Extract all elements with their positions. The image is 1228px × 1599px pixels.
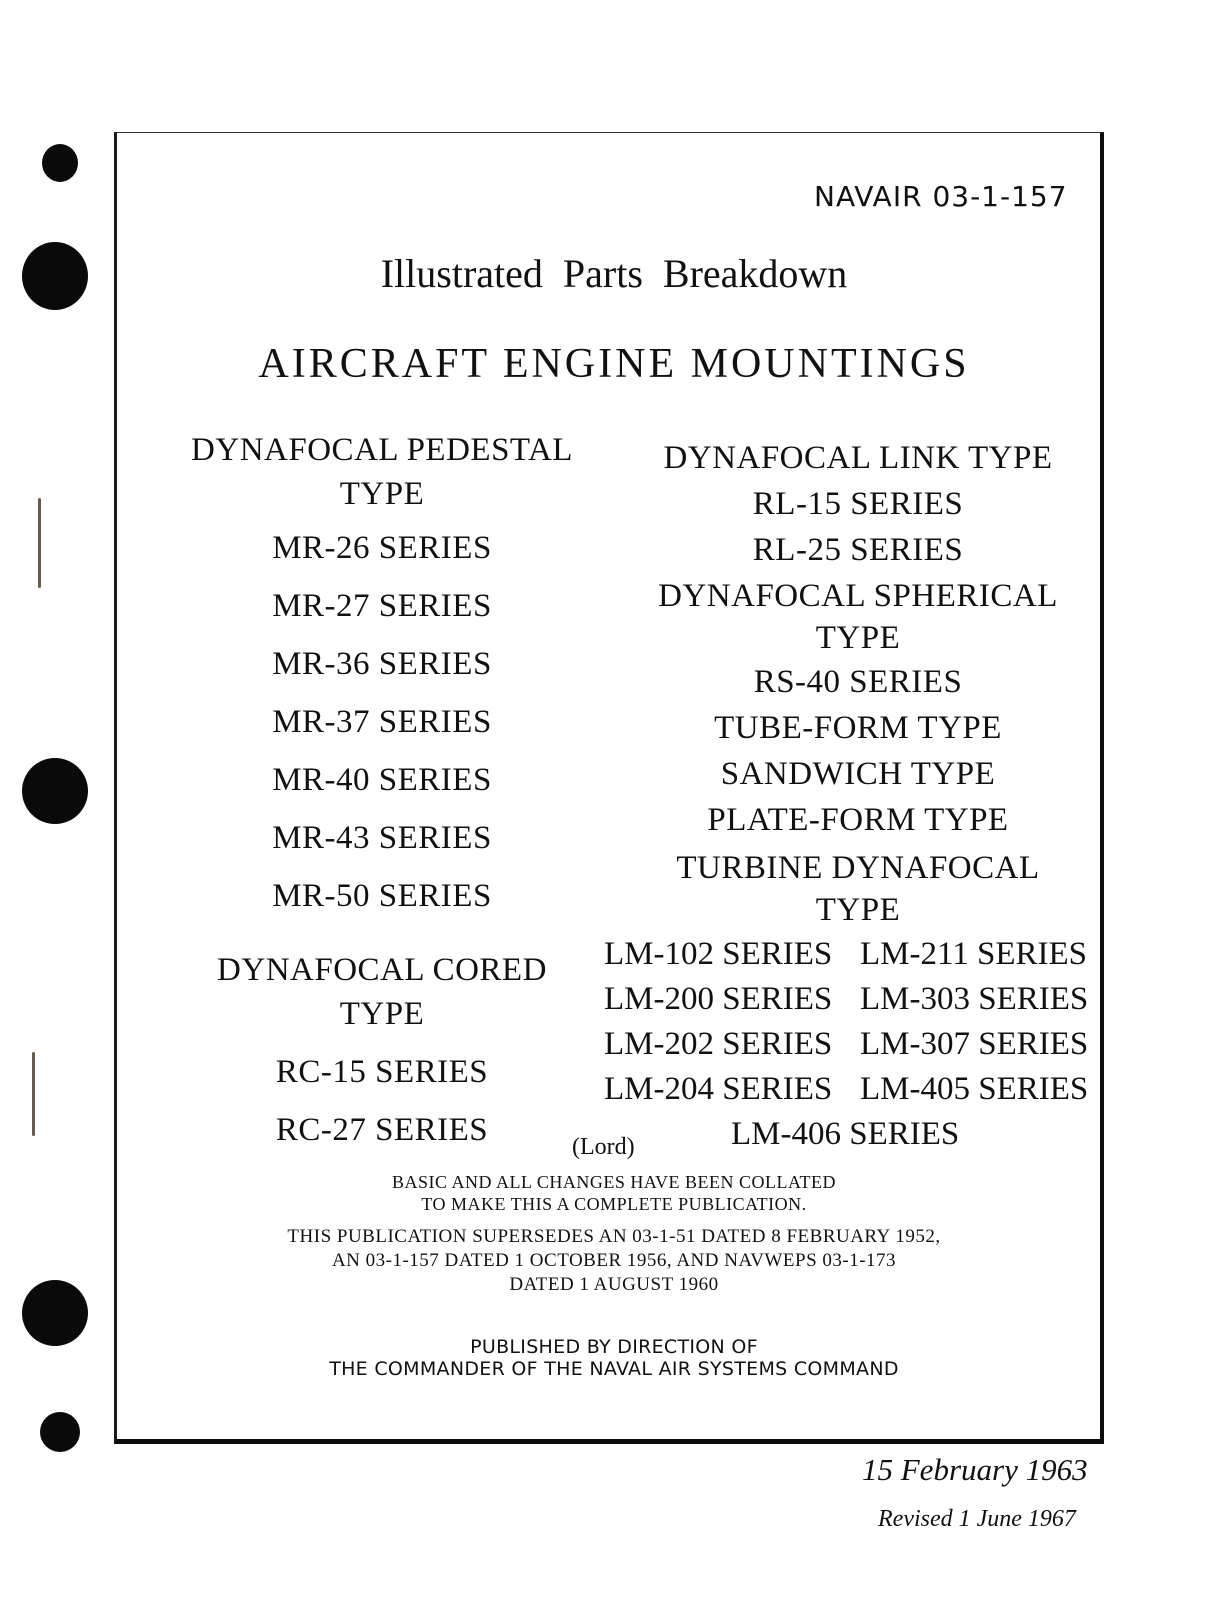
list-item: MR-26 SERIES <box>272 530 492 566</box>
lm-series-item: LM-303 SERIES <box>860 981 1089 1017</box>
list-heading: TYPE <box>815 620 901 656</box>
binder-hole <box>22 758 88 824</box>
lm-series-item: LM-211 SERIES <box>860 936 1088 972</box>
binder-hole <box>40 1412 80 1452</box>
binder-hole <box>42 144 78 182</box>
issue-date: 15 February 1963 <box>862 1452 1088 1487</box>
list-item: TUBE-FORM TYPE <box>714 710 1002 746</box>
lm-series-item: LM-202 SERIES <box>604 1026 833 1062</box>
list-heading: TYPE <box>339 476 425 512</box>
list-heading: TURBINE DYNAFOCAL <box>676 850 1040 886</box>
list-item: SANDWICH TYPE <box>720 756 996 792</box>
supersedes-note-line: DATED 1 AUGUST 1960 <box>509 1274 719 1295</box>
lm-series-item: LM-102 SERIES <box>604 936 833 972</box>
collated-note-line: BASIC AND ALL CHANGES HAVE BEEN COLLATED <box>391 1172 836 1192</box>
list-item: PLATE-FORM TYPE <box>707 802 1009 838</box>
list-item: MR-37 SERIES <box>272 704 492 740</box>
revision-date: Revised 1 June 1967 <box>878 1506 1076 1532</box>
list-item: RC-27 SERIES <box>275 1112 489 1148</box>
list-item: RS-40 SERIES <box>753 664 963 700</box>
lm-series-item: LM-204 SERIES <box>604 1071 833 1107</box>
page-title: AIRCRAFT ENGINE MOUNTINGS <box>258 341 970 387</box>
manufacturer: (Lord) <box>572 1134 635 1160</box>
list-item: MR-40 SERIES <box>272 762 492 798</box>
margin-mark <box>32 1052 35 1136</box>
list-item: MR-27 SERIES <box>272 588 492 624</box>
lm-series-item: LM-200 SERIES <box>604 981 833 1017</box>
supersedes-note-line: THIS PUBLICATION SUPERSEDES AN 03-1-51 DATED 8 FEBRUARY 1952, <box>287 1226 941 1247</box>
list-item: RL-25 SERIES <box>752 532 964 568</box>
subtitle: Illustrated Parts Breakdown <box>380 251 848 296</box>
published-by-line: PUBLISHED BY DIRECTION OF <box>470 1336 758 1358</box>
document-number: NAVAIR 03-1-157 <box>814 180 1068 213</box>
list-item: RL-15 SERIES <box>752 486 964 522</box>
list-heading: DYNAFOCAL PEDESTAL <box>191 432 573 468</box>
list-heading: TYPE <box>339 996 425 1032</box>
lm-series-item: LM-307 SERIES <box>860 1026 1089 1062</box>
published-by-line: THE COMMANDER OF THE NAVAL AIR SYSTEMS COMMAND <box>329 1358 899 1380</box>
list-item: MR-43 SERIES <box>272 820 492 856</box>
list-heading: DYNAFOCAL CORED <box>217 952 547 988</box>
list-heading: TYPE <box>815 892 901 928</box>
collated-note-line: TO MAKE THIS A COMPLETE PUBLICATION. <box>421 1194 807 1214</box>
list-heading: DYNAFOCAL SPHERICAL <box>658 578 1058 614</box>
lm-series-item: LM-405 SERIES <box>860 1071 1089 1107</box>
lm-series-item: LM-406 SERIES <box>731 1116 960 1152</box>
list-item: RC-15 SERIES <box>275 1054 489 1090</box>
list-heading: DYNAFOCAL LINK TYPE <box>663 440 1053 476</box>
list-item: MR-36 SERIES <box>272 646 492 682</box>
supersedes-note-line: AN 03-1-157 DATED 1 OCTOBER 1956, AND NAVWEPS 03-1-173 <box>331 1250 897 1271</box>
list-item: MR-50 SERIES <box>272 878 492 914</box>
margin-mark <box>38 498 41 588</box>
